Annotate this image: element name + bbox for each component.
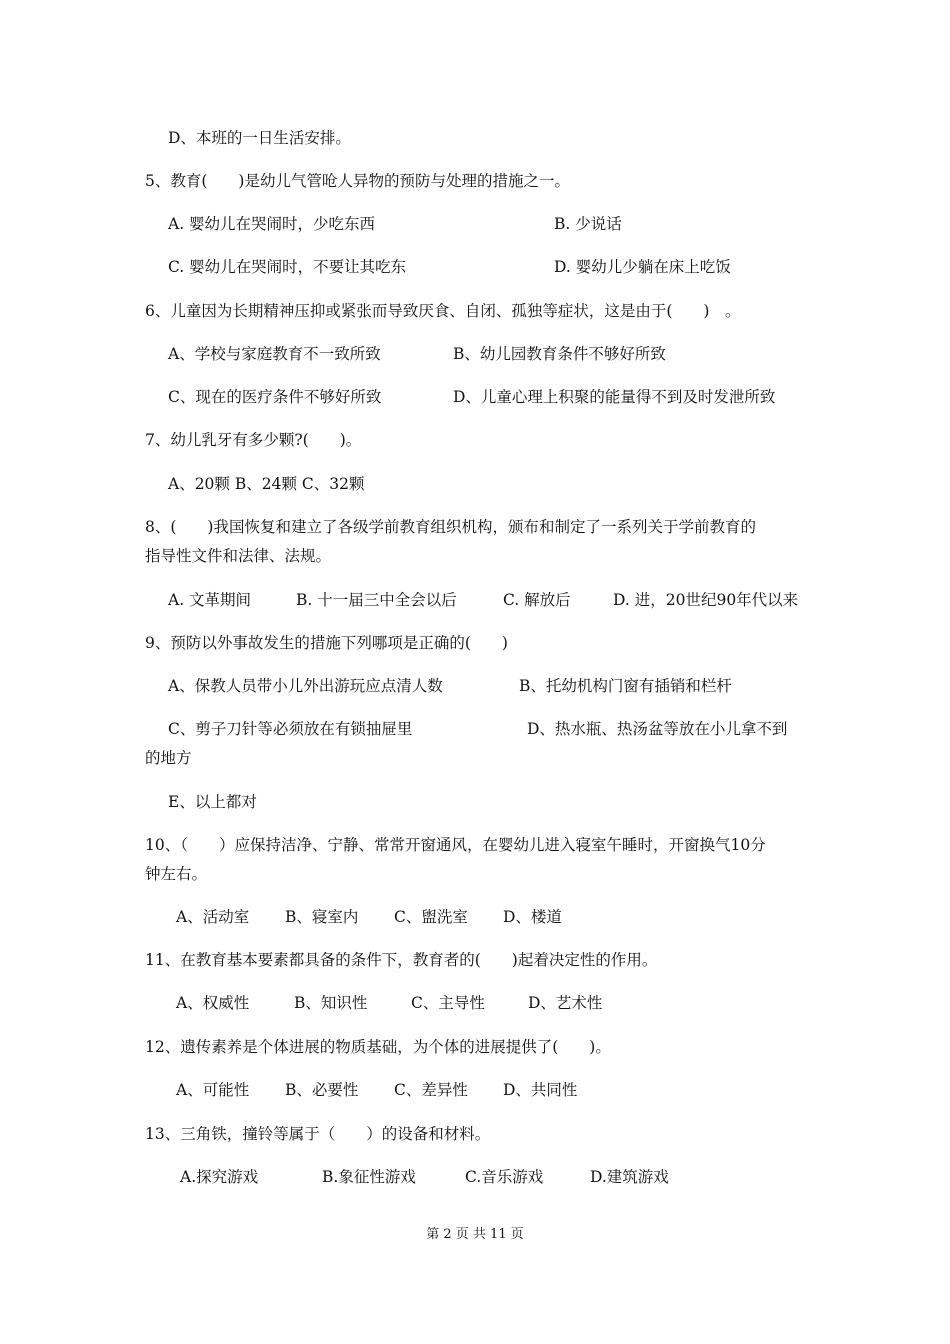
q6-option-b: B、幼儿园教育条件不够好所致: [453, 345, 666, 363]
q5-question: 5、教育( )是幼儿气管呛人异物的预防与处理的措施之一。: [145, 172, 570, 190]
page-footer: 第 2 页 共 11 页: [426, 1227, 524, 1242]
q8-option-d: D. 进，20世纪90年代以来: [613, 591, 799, 609]
q10-option-c: C、盥洗室: [394, 908, 468, 926]
q9-option-c: C、剪子刀针等必须放在有锁抽屉里: [168, 720, 413, 738]
q13-option-d: D.建筑游戏: [590, 1168, 669, 1186]
q5-option-a: A. 婴幼儿在哭闹时，少吃东西: [168, 215, 376, 233]
q9-option-d: D、热水瓶、热汤盆等放在小儿拿不到: [527, 720, 788, 738]
q8-question-line2: 指导性文件和法律、法规。: [145, 547, 332, 565]
q10-option-b: B、寝室内: [285, 908, 359, 926]
q9-option-d-cont: 的地方: [145, 749, 192, 767]
q13-option-c: C.音乐游戏: [465, 1168, 544, 1186]
q11-option-d: D、艺术性: [528, 994, 603, 1012]
q12-option-a: A、可能性: [176, 1081, 250, 1099]
q12-option-c: C、差异性: [394, 1081, 468, 1099]
q10-option-a: A、活动室: [176, 908, 250, 926]
q6-option-a: A、学校与家庭教育不一致所致: [168, 345, 381, 363]
q7-options: A、20颗 B、24颗 C、32颗: [168, 475, 365, 493]
q10-option-d: D、楼道: [503, 908, 562, 926]
q9-question: 9、预防以外事故发生的措施下列哪项是正确的( ): [145, 634, 508, 652]
q11-option-a: A、权威性: [176, 994, 250, 1012]
q11-option-c: C、主导性: [411, 994, 485, 1012]
q8-option-c: C. 解放后: [503, 591, 571, 609]
q10-question-line2: 钟左右。: [145, 865, 208, 883]
q9-option-e: E、以上都对: [168, 793, 257, 811]
q5-option-b: B. 少说话: [554, 215, 622, 233]
q8-question-line1: 8、( )我国恢复和建立了各级学前教育组织机构，颁布和制定了一系列关于学前教育的: [145, 518, 756, 536]
q7-question: 7、幼儿乳牙有多少颗?( )。: [145, 431, 362, 449]
q13-option-a: A.探究游戏: [180, 1168, 259, 1186]
q8-option-a: A. 文革期间: [168, 591, 252, 609]
q6-option-d: D、儿童心理上积聚的能量得不到及时发泄所致: [453, 388, 776, 406]
q6-question: 6、儿童因为长期精神压抑或紧张而导致厌食、自闭、孤独等症状，这是由于( ) 。: [145, 302, 741, 320]
q8-option-b: B. 十一届三中全会以后: [296, 591, 457, 609]
q9-option-a: A、保教人员带小儿外出游玩应点清人数: [168, 677, 443, 695]
q4-option-d: D、本班的一日生活安排。: [168, 129, 351, 147]
q13-option-b: B.象征性游戏: [322, 1168, 416, 1186]
q11-question: 11、在教育基本要素都具备的条件下，教育者的( )起着决定性的作用。: [145, 951, 658, 969]
q5-option-d: D. 婴幼儿少躺在床上吃饭: [554, 258, 731, 276]
q9-option-b: B、托幼机构门窗有插销和栏杆: [519, 677, 732, 695]
q5-option-c: C. 婴幼儿在哭闹时，不要让其吃东: [168, 258, 407, 276]
q12-option-b: B、必要性: [285, 1081, 359, 1099]
q12-question: 12、遗传素养是个体进展的物质基础，为个体的进展提供了( )。: [145, 1038, 611, 1056]
q11-option-b: B、知识性: [294, 994, 368, 1012]
q10-question-line1: 10、（ ）应保持洁净、宁静、常常开窗通风，在婴幼儿进入寝室午睡时，开窗换气10分: [145, 836, 766, 854]
q12-option-d: D、共同性: [503, 1081, 578, 1099]
q13-question: 13、三角铁，撞铃等属于（ ）的设备和材料。: [145, 1125, 491, 1143]
q6-option-c: C、现在的医疗条件不够好所致: [168, 388, 382, 406]
